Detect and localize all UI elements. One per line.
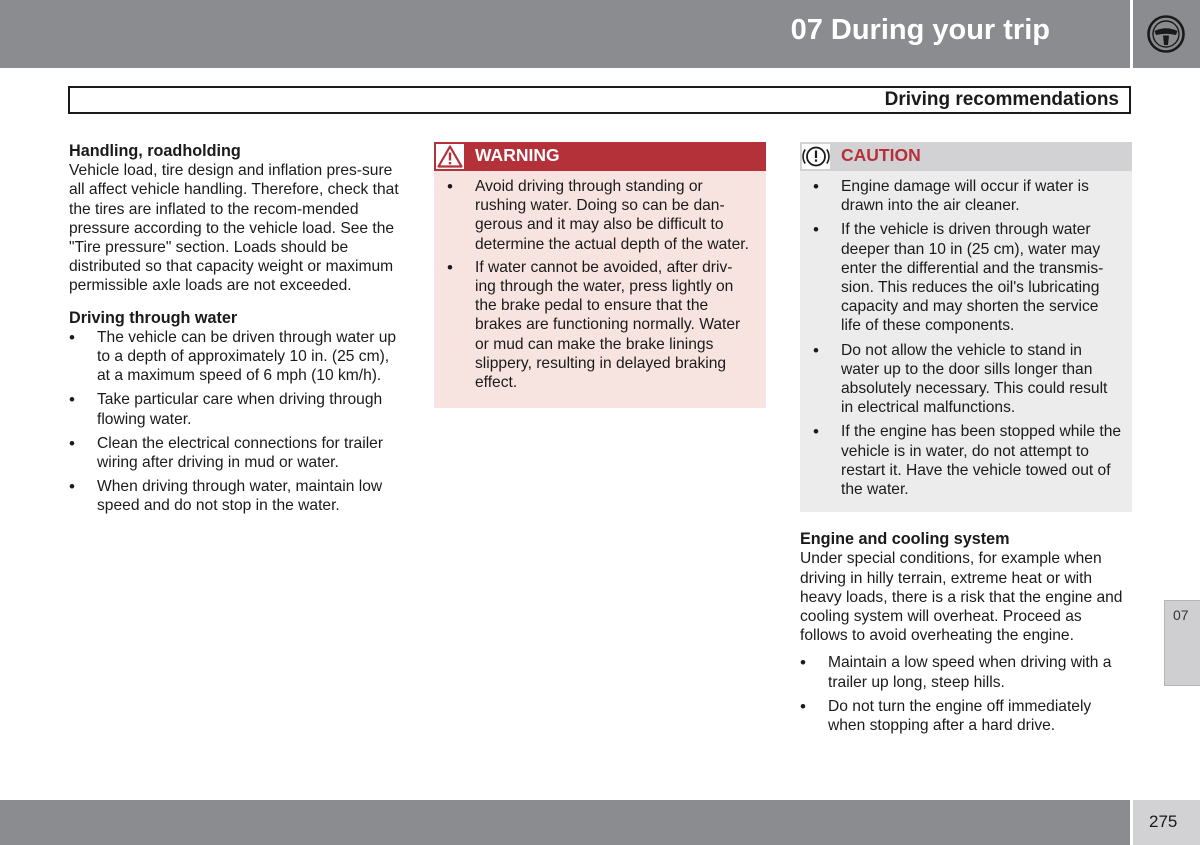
list-item: • Do not allow the vehicle to stand in water up to the door sills longer than absolutely necessary. This could result in electrical malfunctions. — [813, 341, 1122, 418]
list-item: • Avoid driving through standing or rushing water. Doing so can be dan-gerous and it may also be difficult to determine the actual depth of the water. — [447, 177, 752, 254]
caution-header — [800, 142, 1132, 171]
list-item: • If water cannot be avoided, after driv-ing through the water, press lightly on the brake pedal to ensure that the brakes are functioning normally. Water or mud can make the brake linings slippery, resulting in delayed braking effect. — [447, 258, 752, 392]
chapter-title: 07 During your trip — [790, 14, 1050, 46]
chapter-tab-label: 07 — [1173, 607, 1189, 623]
water-heading: Driving through water — [69, 308, 238, 327]
list-item: • Maintain a low speed when driving with a trailer up long, steep hills. — [800, 653, 1132, 691]
warning-box — [434, 142, 766, 408]
water-list — [69, 328, 399, 516]
left-column — [69, 142, 399, 521]
steering-wheel-icon — [1146, 14, 1186, 54]
caution-exclamation-icon — [802, 144, 830, 169]
section-title: Driving recommendations — [884, 89, 1119, 110]
page-number-box — [1133, 800, 1200, 845]
list-item: • Take particular care when driving through flowing water. — [69, 390, 399, 428]
right-column — [800, 142, 1132, 740]
list-item: • If the engine has been stopped while the vehicle is in water, do not attempt to restart it. Have the vehicle towed out of the water. — [813, 422, 1122, 499]
engine-text: Under special conditions, for example when driving in hilly terrain, extreme heat or with heavy loads, there is a risk that the engine and cooling system will overheat. Proceed as follows to avoid overheating the engine. — [800, 550, 1123, 645]
warning-label: WARNING — [475, 145, 560, 165]
handling-heading: Handling, roadholding — [69, 142, 241, 160]
list-item: • The vehicle can be driven through water up to a depth of approximately 10 in. (25 cm), at a maximum speed of 6 mph (10 km/h). — [69, 328, 399, 386]
section-title-bar — [68, 86, 1131, 114]
list-item: • Do not turn the engine off immediately when stopping after a hard drive. — [800, 697, 1132, 735]
list-item: • If the vehicle is driven through water deeper than 10 in (25 cm), water may enter the differential and the transmis-sion. This reduces the oil's lubricating capacity and may shorten the service life of these components. — [813, 220, 1122, 335]
caution-box — [800, 142, 1132, 512]
warning-triangle-icon — [436, 144, 464, 169]
caution-label: CAUTION — [841, 145, 921, 165]
warning-list — [434, 171, 766, 392]
header-bar — [0, 0, 1130, 68]
footer-bar — [0, 800, 1130, 845]
chapter-icon-box — [1133, 0, 1200, 68]
list-item: • When driving through water, maintain low speed and do not stop in the water. — [69, 477, 399, 515]
engine-list — [800, 653, 1132, 735]
middle-column — [434, 142, 766, 408]
chapter-tab — [1164, 600, 1200, 686]
engine-heading: Engine and cooling system — [800, 530, 1010, 549]
caution-list — [800, 171, 1132, 499]
warning-header — [434, 142, 766, 171]
engine-section — [800, 530, 1132, 735]
list-item: • Clean the electrical connections for trailer wiring after driving in mud or water. — [69, 434, 399, 472]
list-item: • Engine damage will occur if water is drawn into the air cleaner. — [813, 177, 1122, 215]
handling-text: Vehicle load, tire design and inflation pres-sure all affect vehicle handling. Therefore, check that the tires are inflated to the recom-mended pressure according to the vehicle load. See the "Tire pressure" section. Loads should be distributed so that capacity weight or maximum permissible axle loads are not exceeded. — [69, 162, 399, 295]
page-number: 275 — [1149, 812, 1178, 831]
